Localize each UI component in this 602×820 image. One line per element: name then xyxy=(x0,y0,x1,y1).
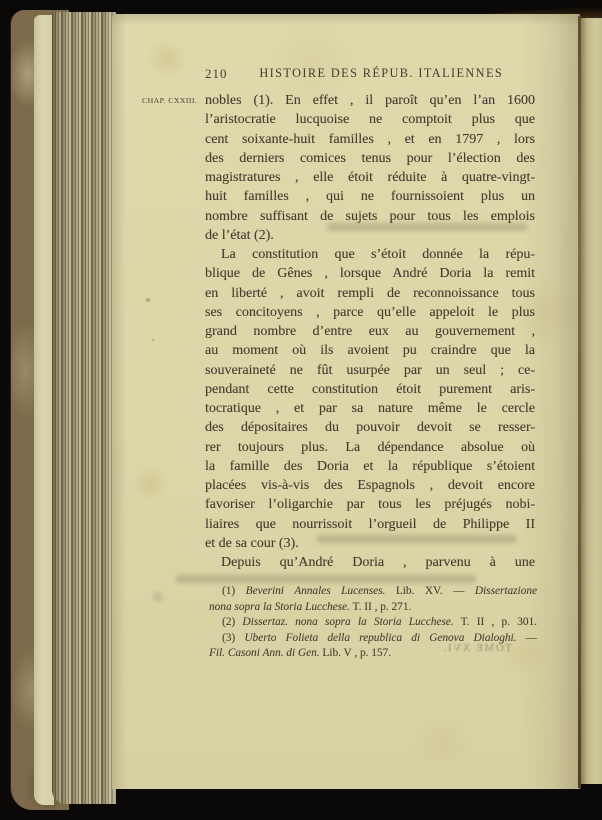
body-line: et de sa cour (3). xyxy=(205,535,299,551)
footnote-segment-italic: Dissertaz. nona sopra la Storia Lucchese. xyxy=(242,616,454,629)
body-line: pendant cette constitution étoit purement aris- xyxy=(205,381,535,397)
footnote-segment-italic: Beverini Annales Lucenses. xyxy=(245,585,386,597)
body-line: huit familles , qui ne fournissoient plus un xyxy=(205,189,535,205)
body-line: favoriser l’oligarchie par tous les préjugés nobi- xyxy=(205,497,535,513)
body-line: placées vis-à-vis des Espagnols , devoit encore xyxy=(205,478,535,493)
body-line: grand nombre d’entre eux au gouvernement , xyxy=(205,324,535,339)
footnotes xyxy=(209,584,537,662)
body-line: la famille des Doria et la république s’étoient xyxy=(205,458,535,474)
body-line: de l’état (2). xyxy=(205,227,274,243)
footnote-segment: — xyxy=(516,631,537,644)
flyleaf-edge xyxy=(34,15,54,805)
show-through-tome-label: TOME XVI. xyxy=(442,642,512,654)
footnote-line xyxy=(209,600,537,616)
body-line: liaires que nourrissoit l’orgueil de Philippe II xyxy=(205,516,535,532)
footnote-segment: Lib. XV. — xyxy=(385,585,475,597)
footnote-segment-italic: nona sopra la Storia Lucchese. xyxy=(209,600,350,613)
footnote-segment: (3) xyxy=(222,631,245,644)
opposite-page-sliver xyxy=(581,18,602,784)
body-text xyxy=(205,91,535,572)
body-line: ses concitoyens , parce qu’elle appeloit le plus xyxy=(205,304,535,320)
body-line: nombre suffisant de sujets pour tous les emplois xyxy=(205,208,535,224)
footnote-segment: T. II , p. 301. xyxy=(453,616,537,629)
body-line: l’aristocratie lucquoise ne comptoit plus que xyxy=(205,112,535,128)
page-number: 210 xyxy=(205,66,228,81)
running-title: HISTOIRE DES RÉPUB. ITALIENNES xyxy=(259,66,504,80)
footnote-segment: (2) xyxy=(222,616,243,629)
footnote-line xyxy=(209,631,537,647)
body-line: en liberté , avoit rempli de reconnoissance tous xyxy=(205,285,535,301)
chapter-margin-note: CHAP. CXXIII. xyxy=(142,96,198,105)
body-line: blique de Gênes , lorsque André Doria la remit xyxy=(205,266,535,282)
footnote-segment: (1) xyxy=(222,585,246,597)
gutter-fold-crease xyxy=(578,16,581,788)
body-line: Depuis qu’André Doria , parvenu à une xyxy=(221,555,535,570)
footnote-segment: Lib. V , p. 157. xyxy=(319,647,392,660)
body-line: tocratique , et par sa nature même le cercle xyxy=(205,401,535,416)
footnote-segment-italic: Dissertazione xyxy=(474,585,537,597)
body-line: rer toujours plus. La dépendance absolue où xyxy=(205,439,535,455)
footnote-line xyxy=(209,584,537,600)
footnote-line xyxy=(209,615,537,631)
body-line: magistratures , elle étoit réduite à quatre-vingt- xyxy=(205,170,535,185)
body-line: cent soixante-huit familles , et en 1797 , lors xyxy=(205,131,535,147)
body-line: des derniers comices tenus pour l’élection des xyxy=(205,150,535,166)
body-line: des dépositaires du pouvoir devoit se resser- xyxy=(205,420,535,436)
body-line: au moment où ils avoient pu craindre que la xyxy=(205,343,535,359)
show-through-smudge xyxy=(176,575,476,583)
footnote-segment: T. II , p. 271. xyxy=(349,600,412,613)
footnote-segment-italic: Fil. Casoni Ann. di Gen. xyxy=(209,647,320,660)
body-line: nobles (1). En effet , il paroît qu’en l’an 1600 xyxy=(205,93,535,108)
running-header xyxy=(205,66,535,82)
footnote-line xyxy=(209,646,537,662)
body-line: souveraineté ne fût usurpée par un seul ; ce- xyxy=(205,362,535,378)
footnote-segment-italic: Uberto Folieta della republica di Genova Dialoghi. xyxy=(244,631,517,644)
page-edge-stack xyxy=(52,12,116,804)
book-page xyxy=(112,14,580,789)
body-line: La constitution que s’étoit donnée la répu- xyxy=(221,247,535,262)
